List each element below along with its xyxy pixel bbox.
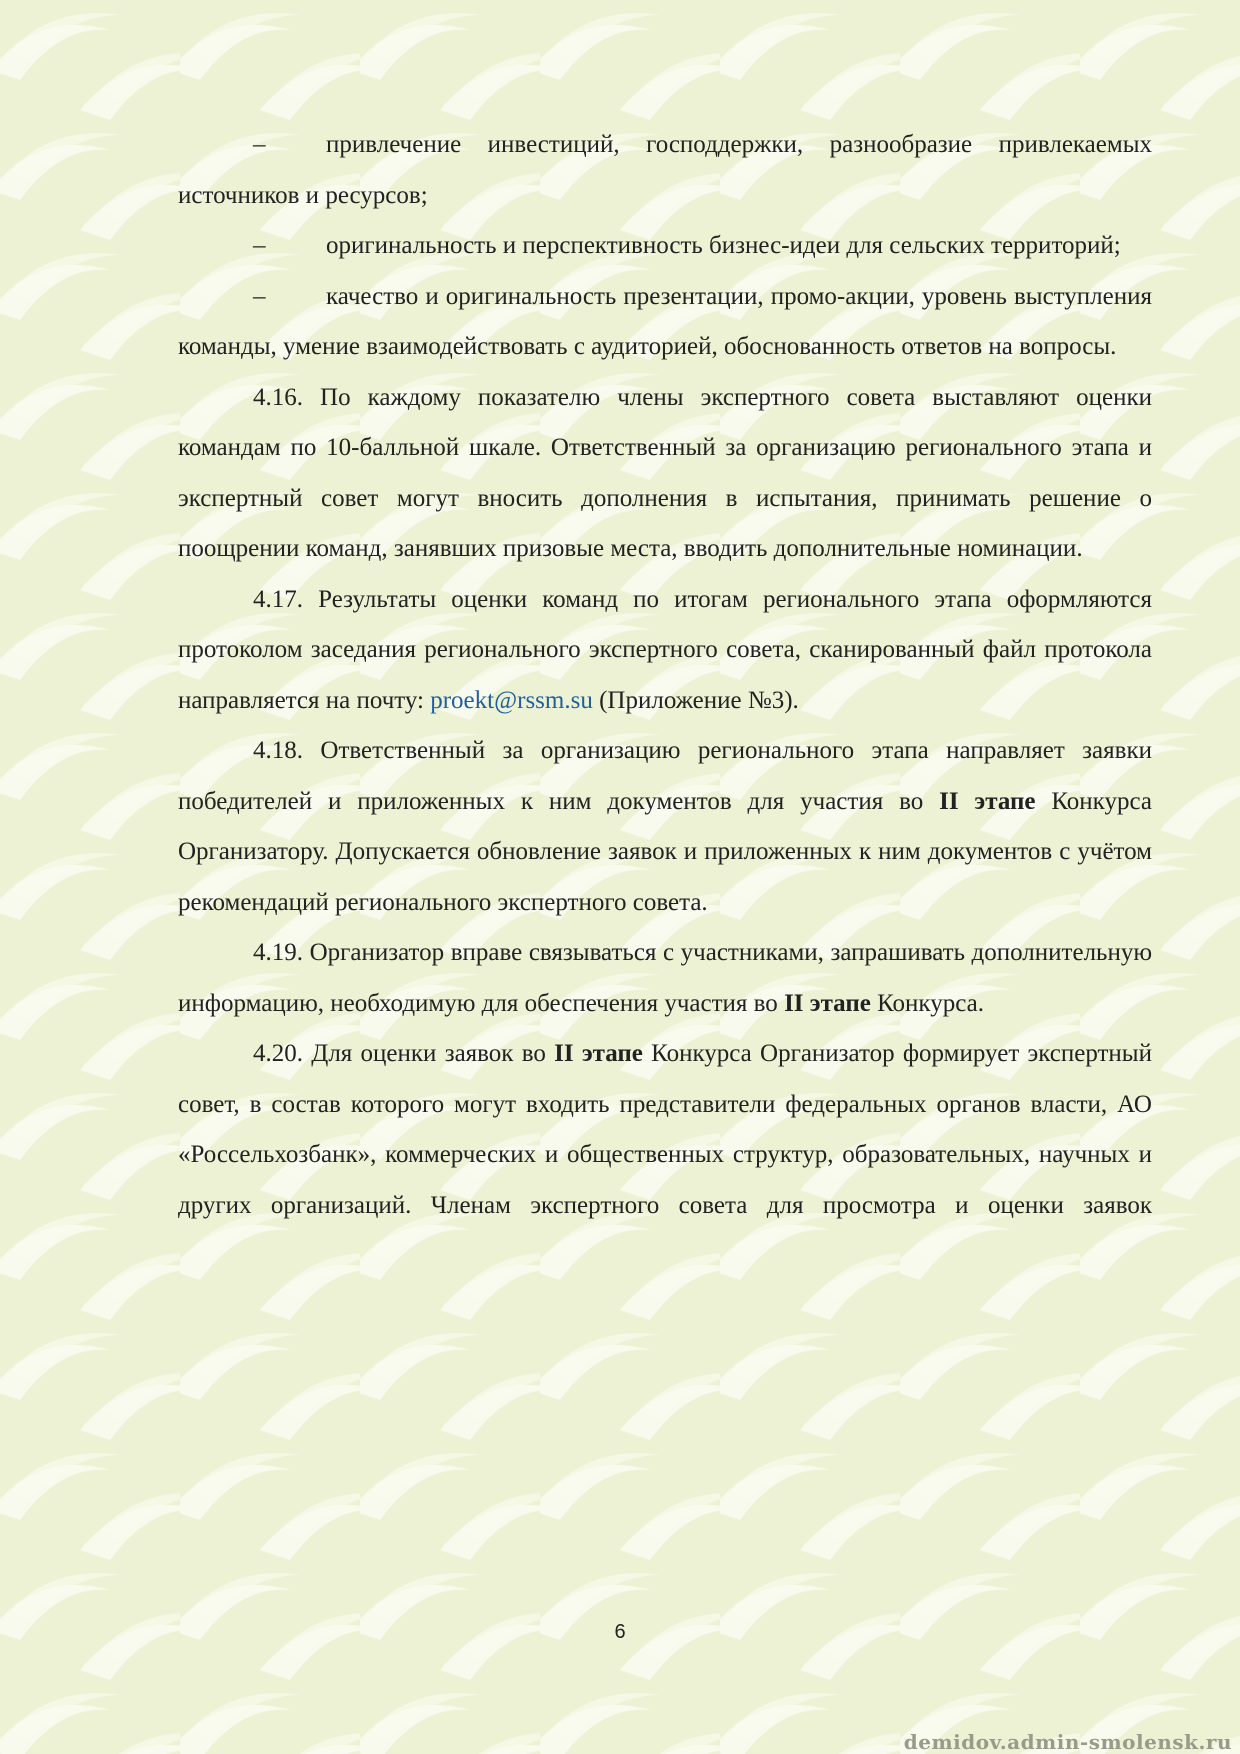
paragraph-4-16: 4.16. По каждому показателю члены экспертного совета выставляют оценки командам по 10-балльной шкале. Ответственный за организацию регионального этапа и экспертный совет могут вносить дополнения в испытания, принимать решение о поощрении команд, занявших призовые места, вводить дополнительные номинации.: [178, 383, 1152, 562]
paragraph-text: 4.17. Результаты оценки команд по итогам регионального этапа оформляются протоколом заседания регионального экспертного совета, сканированный файл протокола направляется на почту:: [178, 585, 1152, 714]
criterion-bullet: [178, 272, 1152, 373]
bullet-dash: –: [253, 282, 266, 310]
stage-bold: II этапе: [784, 989, 871, 1017]
page-number: 6: [614, 1621, 626, 1643]
stage-bold: II этапе: [554, 1040, 643, 1067]
paragraph-4-18: [178, 726, 1152, 928]
paragraph-4-19: [178, 928, 1152, 1029]
bullet-dash: –: [253, 232, 266, 259]
bullet-text: оригинальность и перспективность бизнес-идеи для сельских территорий;: [326, 232, 1121, 259]
paragraph-text: Конкурса Организатору. Допускается обновление заявок и приложенных к ним документов с учётом рекомендаций регионального экспертного совета.: [178, 787, 1152, 916]
paragraph-text: Конкурса Организатор формирует экспертный совет, в состав которого могут входить представители федеральных органов власти, АО «Россельхозбанк», коммерческих и общественных структур, образовательных, научных и других организаций. Членам экспертного совета для просмотра и оценки заявок: [178, 1040, 1152, 1219]
paragraph-text: Конкурса.: [870, 989, 984, 1017]
bullet-text: привлечение инвестиций, господдержки, разнообразие привлекаемых источников и ресурсов;: [178, 131, 1152, 209]
criterion-bullet: [178, 120, 1152, 221]
paragraph-4-17: [178, 575, 1152, 727]
email-link[interactable]: proekt@rssm.su: [430, 686, 593, 714]
bullet-text: качество и оригинальность презентации, промо-акции, уровень выступления команды, умение взаимодействовать с аудиторией, обоснованность ответов на вопросы.: [178, 282, 1152, 360]
document-body: [178, 120, 1152, 1231]
paragraph-text: 4.19. Организатор вправе связываться с участниками, запрашивать дополнительную информацию, необходимую для обеспечения участия во: [178, 939, 1152, 1017]
paragraph-text: 4.20. Для оценки заявок во: [253, 1040, 555, 1067]
site-watermark: demidov.admin-smolensk.ru: [903, 1730, 1232, 1754]
paragraph-4-20: [178, 1029, 1152, 1231]
paragraph-text: 4.18. Ответственный за организацию регионального этапа направляет заявки победителей и приложенных к ним документов для участия во: [178, 737, 1152, 815]
bullet-dash: –: [253, 131, 266, 158]
paragraph-text: (Приложение №3).: [592, 686, 799, 714]
stage-bold: II этапе: [939, 787, 1036, 815]
criterion-bullet: [178, 221, 1152, 272]
